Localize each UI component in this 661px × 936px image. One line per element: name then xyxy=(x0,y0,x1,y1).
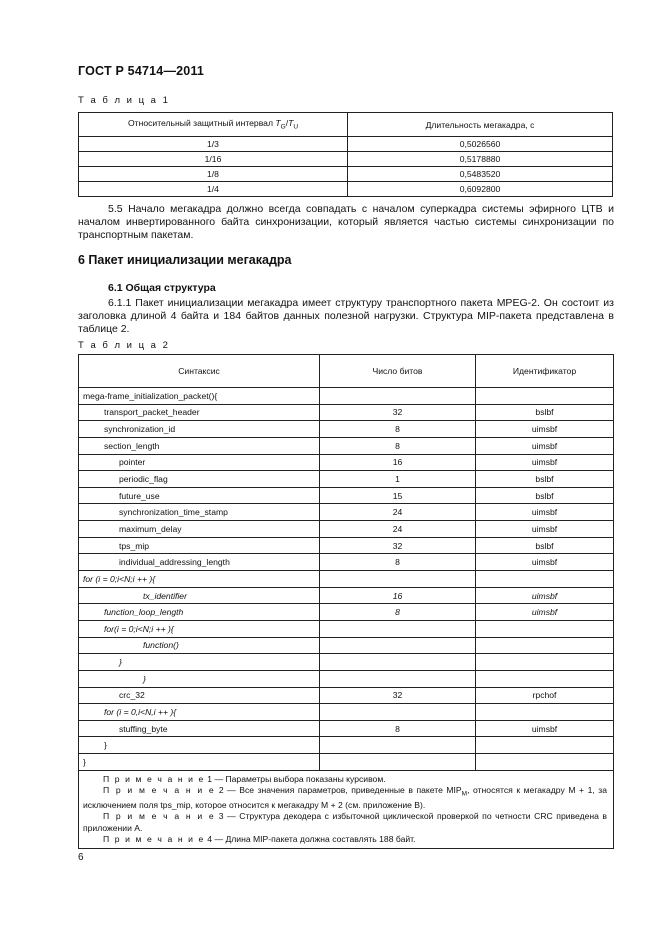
table2-row xyxy=(79,637,614,654)
identifier-cell: uimsbf xyxy=(476,521,614,538)
table2-row xyxy=(79,654,614,671)
table1-row xyxy=(79,137,613,152)
identifier-cell: uimsbf xyxy=(476,454,614,471)
table1 xyxy=(78,112,613,197)
bits-cell: 16 xyxy=(320,587,476,604)
bits-cell: 32 xyxy=(320,687,476,704)
syntax-cell: for (i = 0,i<N,i ++ ){ xyxy=(79,704,320,721)
table1-interval-cell: 1/3 xyxy=(79,137,348,152)
bits-cell: 24 xyxy=(320,521,476,538)
identifier-cell xyxy=(476,704,614,721)
note-3: П р и м е ч а н и е 3 — Структура декодера с избыточной циклической проверкой по четности CRC приведена в приложении А. xyxy=(83,811,607,833)
table1-caption: Т а б л и ц а 1 xyxy=(78,95,170,106)
syntax-cell: stuffing_byte xyxy=(79,720,320,737)
table2-row xyxy=(79,471,614,488)
syntax-cell: maximum_delay xyxy=(79,521,320,538)
syntax-cell: function_loop_length xyxy=(79,604,320,621)
identifier-cell: uimsbf xyxy=(476,554,614,571)
identifier-cell: uimsbf xyxy=(476,504,614,521)
bits-cell xyxy=(320,737,476,754)
table2-row xyxy=(79,454,614,471)
identifier-cell: uimsbf xyxy=(476,587,614,604)
table1-duration-cell: 0,5026560 xyxy=(348,137,613,152)
syntax-cell: function() xyxy=(79,637,320,654)
table1-duration-cell: 0,5178880 xyxy=(348,152,613,167)
document-header: ГОСТ Р 54714—2011 xyxy=(78,64,205,78)
identifier-cell xyxy=(476,737,614,754)
syntax-cell: future_use xyxy=(79,487,320,504)
bits-cell xyxy=(320,704,476,721)
bits-cell: 15 xyxy=(320,487,476,504)
identifier-cell: bslbf xyxy=(476,487,614,504)
identifier-cell xyxy=(476,754,614,771)
table2-row xyxy=(79,437,614,454)
bits-cell: 8 xyxy=(320,421,476,438)
identifier-cell: uimsbf xyxy=(476,437,614,454)
syntax-cell: tx_identifier xyxy=(79,587,320,604)
bits-cell xyxy=(320,654,476,671)
table2-notes xyxy=(79,770,614,849)
identifier-cell: uimsbf xyxy=(476,604,614,621)
syntax-cell: synchronization_time_stamp xyxy=(79,504,320,521)
table2-row xyxy=(79,487,614,504)
syntax-cell: synchronization_id xyxy=(79,421,320,438)
identifier-cell xyxy=(476,388,614,405)
syntax-cell: section_length xyxy=(79,437,320,454)
table2-row xyxy=(79,704,614,721)
section-6-1-title: 6.1 Общая структура xyxy=(108,282,216,294)
bits-cell: 8 xyxy=(320,554,476,571)
bits-cell: 32 xyxy=(320,537,476,554)
bits-cell: 16 xyxy=(320,454,476,471)
identifier-cell xyxy=(476,670,614,687)
table2 xyxy=(78,354,614,849)
bits-cell xyxy=(320,388,476,405)
section-6-title: 6 Пакет инициализации мегакадра xyxy=(78,253,292,267)
table2-row xyxy=(79,687,614,704)
table2-row xyxy=(79,421,614,438)
identifier-cell xyxy=(476,654,614,671)
identifier-cell: bslbf xyxy=(476,537,614,554)
syntax-cell: mega-frame_initialization_packet(){ xyxy=(79,388,320,405)
table2-row xyxy=(79,571,614,588)
syntax-cell: } xyxy=(79,670,320,687)
bits-cell xyxy=(320,670,476,687)
table2-header-id: Идентификатор xyxy=(476,355,614,388)
table2-header-syntax: Синтаксис xyxy=(79,355,320,388)
bits-cell: 8 xyxy=(320,437,476,454)
table1-row xyxy=(79,167,613,182)
table2-row xyxy=(79,404,614,421)
syntax-cell: individual_addressing_length xyxy=(79,554,320,571)
identifier-cell xyxy=(476,571,614,588)
table1-interval-cell: 1/4 xyxy=(79,182,348,197)
table2-row xyxy=(79,587,614,604)
bits-cell: 24 xyxy=(320,504,476,521)
bits-cell: 8 xyxy=(320,720,476,737)
syntax-cell: crc_32 xyxy=(79,687,320,704)
table2-row xyxy=(79,620,614,637)
bits-cell xyxy=(320,637,476,654)
table1-header-interval: Относительный защитный интервал $T_G/T_U$ xyxy=(79,113,348,137)
table2-caption: Т а б л и ц а 2 xyxy=(78,340,170,351)
identifier-cell: rpchof xyxy=(476,687,614,704)
table2-row xyxy=(79,737,614,754)
table1-row xyxy=(79,182,613,197)
table2-row xyxy=(79,388,614,405)
paragraph-5-5: 5.5 Начало мегакадра должно всегда совпадать с началом суперкадра системы эфирного ЦТВ и началом инвертированного байта синхронизации, который является частью системы синхронизации по транспортным пакетам. xyxy=(78,203,614,241)
table1-row xyxy=(79,152,613,167)
syntax-cell: for(i = 0;i<N;i ++ ){ xyxy=(79,620,320,637)
identifier-cell xyxy=(476,620,614,637)
table2-row xyxy=(79,604,614,621)
identifier-cell: bslbf xyxy=(476,471,614,488)
table2-row xyxy=(79,537,614,554)
table2-row xyxy=(79,521,614,538)
table2-header-bits: Число битов xyxy=(320,355,476,388)
table1-duration-cell: 0,6092800 xyxy=(348,182,613,197)
table2-row xyxy=(79,720,614,737)
syntax-cell: for (i = 0;i<N;i ++ ){ xyxy=(79,571,320,588)
bits-cell xyxy=(320,620,476,637)
paragraph-6-1-1: 6.1.1 Пакет инициализации мегакадра имеет структуру транспортного пакета MPEG-2. Он состоит из заголовка длиной 4 байта и 184 байтов данных полезной нагрузки. Структура MIP-пакета представлена в таблице 2. xyxy=(78,297,614,335)
bits-cell: 32 xyxy=(320,404,476,421)
bits-cell xyxy=(320,754,476,771)
note-4: П р и м е ч а н и е 4 — Длина MIP-пакета должна составлять 188 байт. xyxy=(103,833,416,844)
table2-row xyxy=(79,670,614,687)
table2-row xyxy=(79,754,614,771)
bits-cell: 1 xyxy=(320,471,476,488)
syntax-cell: } xyxy=(79,654,320,671)
identifier-cell xyxy=(476,637,614,654)
table1-header-duration: Длительность мегакадра, с xyxy=(348,113,613,137)
bits-cell xyxy=(320,571,476,588)
page-number: 6 xyxy=(78,852,84,863)
identifier-cell: uimsbf xyxy=(476,421,614,438)
syntax-cell: } xyxy=(79,737,320,754)
note-1: П р и м е ч а н и е 1 — Параметры выбора показаны курсивом. xyxy=(103,773,386,784)
syntax-cell: pointer xyxy=(79,454,320,471)
table1-interval-cell: 1/8 xyxy=(79,167,348,182)
table2-row xyxy=(79,554,614,571)
table1-duration-cell: 0,5483520 xyxy=(348,167,613,182)
note-2: П р и м е ч а н и е 2 — Все значения параметров, приведенные в пакете $MIP_M$, относятся к мегакадру М + 1, за исключением поля tps_mip, которое относится к мегакадру М + 2 (см. приложение В). xyxy=(83,785,607,811)
table1-interval-cell: 1/16 xyxy=(79,152,348,167)
table2-row xyxy=(79,504,614,521)
identifier-cell: uimsbf xyxy=(476,720,614,737)
syntax-cell: periodic_flag xyxy=(79,471,320,488)
syntax-cell: tps_mip xyxy=(79,537,320,554)
bits-cell: 8 xyxy=(320,604,476,621)
syntax-cell: } xyxy=(79,754,320,771)
syntax-cell: transport_packet_header xyxy=(79,404,320,421)
identifier-cell: bslbf xyxy=(476,404,614,421)
